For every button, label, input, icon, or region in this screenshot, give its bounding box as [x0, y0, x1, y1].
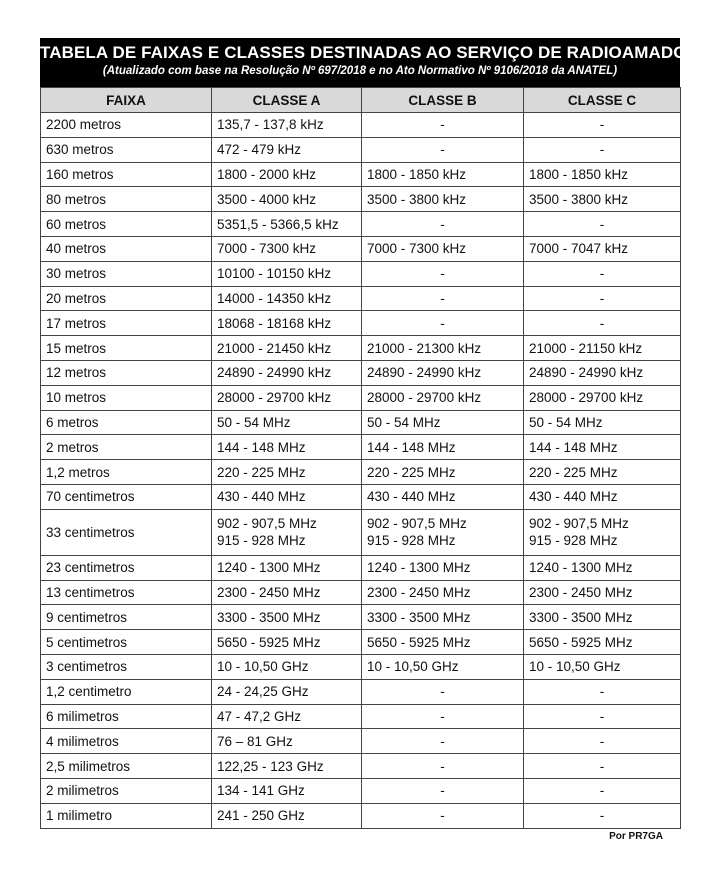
cell-classe-b: 21000 - 21300 kHz	[362, 336, 524, 361]
cell-classe-b: 1800 - 1850 kHz	[362, 162, 524, 187]
table-row	[41, 679, 681, 704]
cell-classe-c: 28000 - 29700 kHz	[524, 385, 681, 410]
cell-classe-a: 10100 - 10150 kHz	[212, 261, 362, 286]
cell-classe-a: 1800 - 2000 kHz	[212, 162, 362, 187]
cell-faixa: 17 metros	[41, 311, 212, 336]
cell-classe-a: 134 - 141 GHz	[212, 778, 362, 803]
cell-classe-b: 10 - 10,50 GHz	[362, 654, 524, 679]
cell-classe-a: 144 - 148 MHz	[212, 435, 362, 460]
cell-faixa: 23 centimetros	[41, 555, 212, 580]
cell-classe-a: 18068 - 18168 kHz	[212, 311, 362, 336]
cell-classe-a: 5650 - 5925 MHz	[212, 630, 362, 655]
cell-classe-c: 1240 - 1300 MHz	[524, 555, 681, 580]
cell-classe-c: -	[524, 729, 681, 754]
cell-classe-c: -	[524, 803, 681, 828]
cell-classe-c: -	[524, 261, 681, 286]
cell-classe-c: -	[524, 286, 681, 311]
table-row	[41, 385, 681, 410]
cell-classe-c: -	[524, 137, 681, 162]
cell-classe-b: 144 - 148 MHz	[362, 435, 524, 460]
cell-classe-a: 10 - 10,50 GHz	[212, 654, 362, 679]
cell-classe-a: 472 - 479 kHz	[212, 137, 362, 162]
title-banner	[40, 38, 699, 87]
cell-classe-b: 7000 - 7300 kHz	[362, 236, 524, 261]
cell-classe-b: -	[362, 261, 524, 286]
table-row	[41, 460, 681, 485]
cell-classe-b: 28000 - 29700 kHz	[362, 385, 524, 410]
table-body	[41, 113, 681, 829]
cell-classe-c: -	[524, 754, 681, 779]
table-row	[41, 187, 681, 212]
cell-classe-a: 430 - 440 MHz	[212, 484, 362, 509]
cell-classe-b: 3300 - 3500 MHz	[362, 605, 524, 630]
cell-faixa: 13 centimetros	[41, 580, 212, 605]
cell-classe-a: 2300 - 2450 MHz	[212, 580, 362, 605]
cell-faixa: 2 milimetros	[41, 778, 212, 803]
table-row	[41, 410, 681, 435]
cell-classe-c: 5650 - 5925 MHz	[524, 630, 681, 655]
cell-classe-a: 220 - 225 MHz	[212, 460, 362, 485]
table-row	[41, 704, 681, 729]
cell-classe-b: -	[362, 311, 524, 336]
cell-classe-c: 24890 - 24990 kHz	[524, 360, 681, 385]
cell-classe-b: -	[362, 729, 524, 754]
cell-classe-a: 122,25 - 123 GHz	[212, 754, 362, 779]
header-classe-b: CLASSE B	[362, 88, 524, 113]
cell-classe-c: 3500 - 3800 kHz	[524, 187, 681, 212]
cell-classe-a: 3300 - 3500 MHz	[212, 605, 362, 630]
cell-classe-a: 21000 - 21450 kHz	[212, 336, 362, 361]
cell-line: 915 - 928 MHz	[367, 533, 456, 549]
table-row	[41, 113, 681, 138]
cell-faixa: 1,2 centimetro	[41, 679, 212, 704]
band-table-sheet	[40, 38, 699, 829]
table-row	[41, 212, 681, 237]
cell-classe-b: 50 - 54 MHz	[362, 410, 524, 435]
cell-classe-b: -	[362, 113, 524, 138]
cell-classe-c: 220 - 225 MHz	[524, 460, 681, 485]
table-row	[41, 754, 681, 779]
cell-line: 915 - 928 MHz	[217, 533, 306, 549]
cell-faixa: 2 metros	[41, 435, 212, 460]
cell-classe-b: 24890 - 24990 kHz	[362, 360, 524, 385]
cell-classe-c: 7000 - 7047 kHz	[524, 236, 681, 261]
cell-classe-b: 5650 - 5925 MHz	[362, 630, 524, 655]
table-row	[41, 605, 681, 630]
cell-classe-b: -	[362, 754, 524, 779]
cell-faixa: 20 metros	[41, 286, 212, 311]
header-row	[41, 88, 681, 113]
table-row	[41, 286, 681, 311]
cell-faixa: 630 metros	[41, 137, 212, 162]
cell-classe-a: 28000 - 29700 kHz	[212, 385, 362, 410]
cell-classe-b	[362, 509, 524, 555]
cell-classe-c: -	[524, 679, 681, 704]
cell-classe-b: 3500 - 3800 kHz	[362, 187, 524, 212]
cell-faixa: 70 centimetros	[41, 484, 212, 509]
cell-faixa: 4 milimetros	[41, 729, 212, 754]
table-row	[41, 654, 681, 679]
cell-classe-c: 1800 - 1850 kHz	[524, 162, 681, 187]
cell-classe-c: -	[524, 778, 681, 803]
cell-faixa: 9 centimetros	[41, 605, 212, 630]
cell-classe-c: 10 - 10,50 GHz	[524, 654, 681, 679]
cell-classe-b: -	[362, 286, 524, 311]
table-row	[41, 236, 681, 261]
cell-classe-a: 7000 - 7300 kHz	[212, 236, 362, 261]
cell-classe-b: -	[362, 137, 524, 162]
cell-classe-b: -	[362, 679, 524, 704]
cell-line: 902 - 907,5 MHz	[367, 516, 467, 532]
cell-line: 915 - 928 MHz	[529, 533, 618, 549]
cell-classe-b: -	[362, 212, 524, 237]
table-row	[41, 261, 681, 286]
cell-classe-a: 50 - 54 MHz	[212, 410, 362, 435]
cell-classe-b: 220 - 225 MHz	[362, 460, 524, 485]
cell-classe-b: -	[362, 778, 524, 803]
header-faixa: FAIXA	[41, 88, 212, 113]
cell-classe-c: 2300 - 2450 MHz	[524, 580, 681, 605]
cell-classe-a: 5351,5 - 5366,5 kHz	[212, 212, 362, 237]
table-row	[41, 729, 681, 754]
table-row	[41, 509, 681, 555]
table-row	[41, 360, 681, 385]
cell-faixa: 33 centimetros	[41, 509, 212, 555]
cell-classe-c: -	[524, 113, 681, 138]
cell-line: 902 - 907,5 MHz	[529, 516, 629, 532]
cell-faixa: 40 metros	[41, 236, 212, 261]
cell-classe-a	[212, 509, 362, 555]
page-subtitle: (Atualizado com base na Resolução Nº 697/2018 e no Ato Normativo Nº 9106/2018 da ANATEL)	[102, 65, 618, 77]
table-row	[41, 162, 681, 187]
cell-classe-a: 47 - 47,2 GHz	[212, 704, 362, 729]
table-row	[41, 137, 681, 162]
header-classe-a: CLASSE A	[212, 88, 362, 113]
table-row	[41, 435, 681, 460]
cell-classe-c: 430 - 440 MHz	[524, 484, 681, 509]
cell-faixa: 30 metros	[41, 261, 212, 286]
cell-classe-b: 2300 - 2450 MHz	[362, 580, 524, 605]
cell-classe-a: 24890 - 24990 kHz	[212, 360, 362, 385]
cell-classe-c	[524, 509, 681, 555]
cell-classe-b: 1240 - 1300 MHz	[362, 555, 524, 580]
table-row	[41, 580, 681, 605]
table-row	[41, 484, 681, 509]
cell-faixa: 5 centimetros	[41, 630, 212, 655]
table-row	[41, 778, 681, 803]
cell-classe-c: 21000 - 21150 kHz	[524, 336, 681, 361]
band-class-table	[40, 87, 681, 829]
cell-faixa: 160 metros	[41, 162, 212, 187]
cell-faixa: 2200 metros	[41, 113, 212, 138]
cell-classe-a: 24 - 24,25 GHz	[212, 679, 362, 704]
table-row	[41, 336, 681, 361]
cell-faixa: 60 metros	[41, 212, 212, 237]
cell-classe-b: -	[362, 704, 524, 729]
cell-classe-c: -	[524, 704, 681, 729]
cell-classe-a: 3500 - 4000 kHz	[212, 187, 362, 212]
cell-faixa: 2,5 milimetros	[41, 754, 212, 779]
cell-classe-c: 144 - 148 MHz	[524, 435, 681, 460]
cell-line: 902 - 907,5 MHz	[217, 516, 317, 532]
cell-faixa: 3 centimetros	[41, 654, 212, 679]
cell-faixa: 6 metros	[41, 410, 212, 435]
cell-faixa: 1,2 metros	[41, 460, 212, 485]
table-row	[41, 555, 681, 580]
table-row	[41, 803, 681, 828]
cell-classe-a: 135,7 - 137,8 kHz	[212, 113, 362, 138]
cell-faixa: 10 metros	[41, 385, 212, 410]
cell-classe-a: 14000 - 14350 kHz	[212, 286, 362, 311]
cell-classe-c: -	[524, 212, 681, 237]
cell-classe-c: 50 - 54 MHz	[524, 410, 681, 435]
cell-classe-a: 76 – 81 GHz	[212, 729, 362, 754]
cell-faixa: 80 metros	[41, 187, 212, 212]
table-row	[41, 311, 681, 336]
cell-faixa: 6 milimetros	[41, 704, 212, 729]
header-classe-c: CLASSE C	[524, 88, 681, 113]
cell-faixa: 12 metros	[41, 360, 212, 385]
cell-classe-b: -	[362, 803, 524, 828]
author-credit: Por PR7GA	[609, 831, 663, 842]
table-row	[41, 630, 681, 655]
cell-classe-b: 430 - 440 MHz	[362, 484, 524, 509]
cell-faixa: 1 milimetro	[41, 803, 212, 828]
cell-faixa: 15 metros	[41, 336, 212, 361]
cell-classe-a: 241 - 250 GHz	[212, 803, 362, 828]
cell-classe-c: 3300 - 3500 MHz	[524, 605, 681, 630]
cell-classe-a: 1240 - 1300 MHz	[212, 555, 362, 580]
page-title: TABELA DE FAIXAS E CLASSES DESTINADAS AO SERVIÇO DE RADIOAMADOR	[40, 43, 699, 62]
cell-classe-c: -	[524, 311, 681, 336]
